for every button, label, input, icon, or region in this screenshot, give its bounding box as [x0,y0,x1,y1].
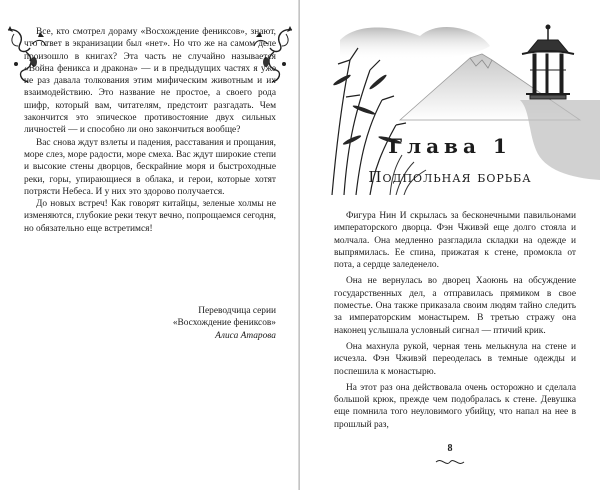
translator-signature [24,305,276,342]
left-paragraph-3: До новых встреч! Как говорят китайцы, зеленые холмы не изменяются, глубокие реки текут вечно, попрощаемся сегодня, но обязательно еще встретимся! [24,199,276,234]
right-paragraph-4: На этот раз она действовала очень осторожно и сделала большой крюк, прежде чем подобралась к стене. Девушка еще помнила того неуловимого убийцу, что напал на нее в прошлый раз, [334,382,576,430]
right-paragraph-2: Она не вернулась во дворец Хаоюнь на обсуждение государственных дел, а отправилась прямиком в свое поместье. Она также приказала своим людям тайно следить за императорским монастырем. В третью стражу она наконец услышала условный сигнал — птичий крик. [334,276,576,336]
chapter-illustration [330,0,600,195]
right-body-text [334,210,576,435]
left-body-text [24,26,276,235]
page-number: 8 [447,443,453,454]
left-paragraph-2: Вас снова ждут взлеты и падения, расставания и прощания, море слез, море радости, море смеха. Вас ждут широкие степи и высокие стены дворцов, бескрайние моря и быстроходные реки, горы, упирающиеся в облака, и герои, которые хотят потрясти Небеса. И у них это здорово получается. [24,137,276,197]
right-page [300,0,600,490]
left-page [0,0,299,490]
signature-author: Алиса Атарова [215,330,276,341]
chapter-title: Глава 1 [388,134,512,158]
right-paragraph-1: Фигура Нин И скрылась за бесконечными павильонами императорского дворца. Фэн Чживэй еще долго стояла и молчала. Она медленно разгладила складки на одежде и выпрямилась. Ее спина, прижатая к стене, промокла от пота, а сердце заледенело. [334,211,576,271]
right-paragraph-3: Она махнула рукой, черная тень мелькнула на стене и исчезла. Фэн Чживэй переоделась в темные одежды и поспешила к монастырю. [334,341,576,377]
left-paragraph-1: Все, кто смотрел дораму «Восхождение фениксов», знают, что ответ в экранизации был «нет». Но что же на самом деле произошло в книгах? Эта часть не случайно называется «Война феникса и дракона» — и в предыдущих частях я уже не раз давала толкования этим мифическим животным и их взаимодействию. Это название не простое, а своего рода шифр, который вам, читателям, предстоит разгадать. Чем закончится это эпическое противостояние двух сильных личностей — и способно ли оно закончиться вообще? [24,27,276,136]
signature-line-2: «Восхождение фениксов» [172,318,276,329]
page-number-ornament-icon [434,457,466,467]
chapter-subtitle: Подпольная борьба [368,168,532,186]
signature-line-1: Переводчица серии [198,306,276,316]
